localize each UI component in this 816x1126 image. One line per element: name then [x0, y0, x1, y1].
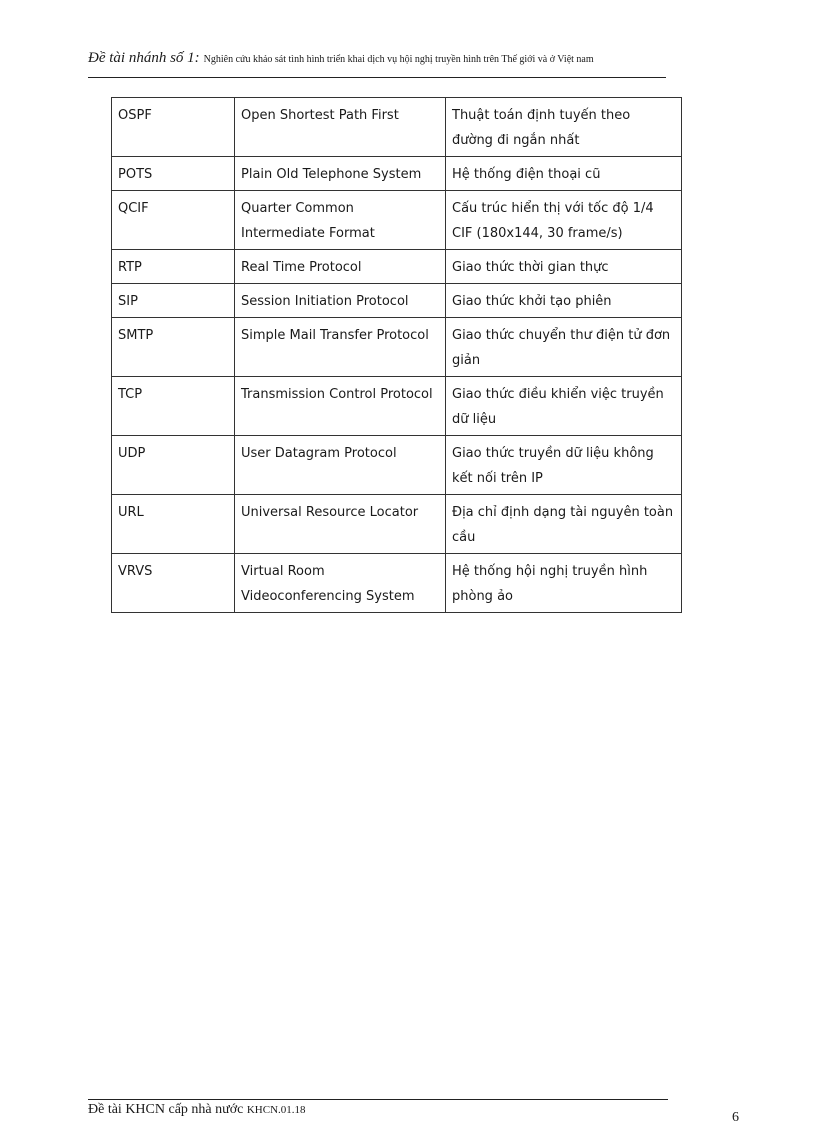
- english-term-cell: Plain Old Telephone System: [235, 157, 446, 191]
- header-text: Nghiên cứu khảo sát tình hình triển khai dịch vụ hội nghị truyền hình trên Thế giới và ở Việt nam: [203, 54, 594, 65]
- table-row: [112, 191, 682, 250]
- english-term-cell: Real Time Protocol: [235, 250, 446, 284]
- header-label: Đề tài nhánh số 1:: [88, 50, 200, 66]
- english-term-cell: Universal Resource Locator: [235, 495, 446, 554]
- vietnamese-term-cell: Giao thức chuyển thư điện tử đơn giản: [446, 318, 682, 377]
- abbreviation-table: [111, 97, 682, 613]
- table-row: [112, 318, 682, 377]
- footer-rule: [88, 1099, 668, 1100]
- abbr-cell: POTS: [112, 157, 235, 191]
- vietnamese-term-cell: Hệ thống hội nghị truyền hình phòng ảo: [446, 554, 682, 613]
- table-row: [112, 554, 682, 613]
- english-term-cell: Virtual Room Videoconferencing System: [235, 554, 446, 613]
- english-term-cell: Open Shortest Path First: [235, 98, 446, 157]
- header-rule: [88, 77, 666, 78]
- english-term-cell: Transmission Control Protocol: [235, 377, 446, 436]
- table-row: [112, 436, 682, 495]
- table-row: [112, 495, 682, 554]
- vietnamese-term-cell: Địa chỉ định dạng tài nguyên toàn cầu: [446, 495, 682, 554]
- table-row: [112, 98, 682, 157]
- abbr-cell: TCP: [112, 377, 235, 436]
- vietnamese-term-cell: Hệ thống điện thoại cũ: [446, 157, 682, 191]
- page-footer: [88, 1102, 306, 1118]
- table-row: [112, 377, 682, 436]
- table-row: [112, 284, 682, 318]
- abbr-cell: SMTP: [112, 318, 235, 377]
- abbr-cell: URL: [112, 495, 235, 554]
- vietnamese-term-cell: Cấu trúc hiển thị với tốc độ 1/4 CIF (180x144, 30 frame/s): [446, 191, 682, 250]
- vietnamese-term-cell: Thuật toán định tuyến theo đường đi ngắn nhất: [446, 98, 682, 157]
- english-term-cell: Quarter Common Intermediate Format: [235, 191, 446, 250]
- vietnamese-term-cell: Giao thức khởi tạo phiên: [446, 284, 682, 318]
- abbr-cell: QCIF: [112, 191, 235, 250]
- vietnamese-term-cell: Giao thức truyền dữ liệu không kết nối trên IP: [446, 436, 682, 495]
- page-number: 6: [732, 1110, 739, 1125]
- abbr-cell: SIP: [112, 284, 235, 318]
- english-term-cell: User Datagram Protocol: [235, 436, 446, 495]
- table-row: [112, 157, 682, 191]
- footer-text: Đề tài KHCN cấp nhà nước: [88, 1102, 244, 1117]
- english-term-cell: Session Initiation Protocol: [235, 284, 446, 318]
- vietnamese-term-cell: Giao thức điều khiển việc truyền dữ liệu: [446, 377, 682, 436]
- table-row: [112, 250, 682, 284]
- vietnamese-term-cell: Giao thức thời gian thực: [446, 250, 682, 284]
- abbr-cell: UDP: [112, 436, 235, 495]
- abbr-cell: RTP: [112, 250, 235, 284]
- abbr-cell: OSPF: [112, 98, 235, 157]
- footer-code: KHCN.01.18: [246, 1104, 306, 1116]
- abbr-cell: VRVS: [112, 554, 235, 613]
- page-header: [88, 49, 728, 67]
- english-term-cell: Simple Mail Transfer Protocol: [235, 318, 446, 377]
